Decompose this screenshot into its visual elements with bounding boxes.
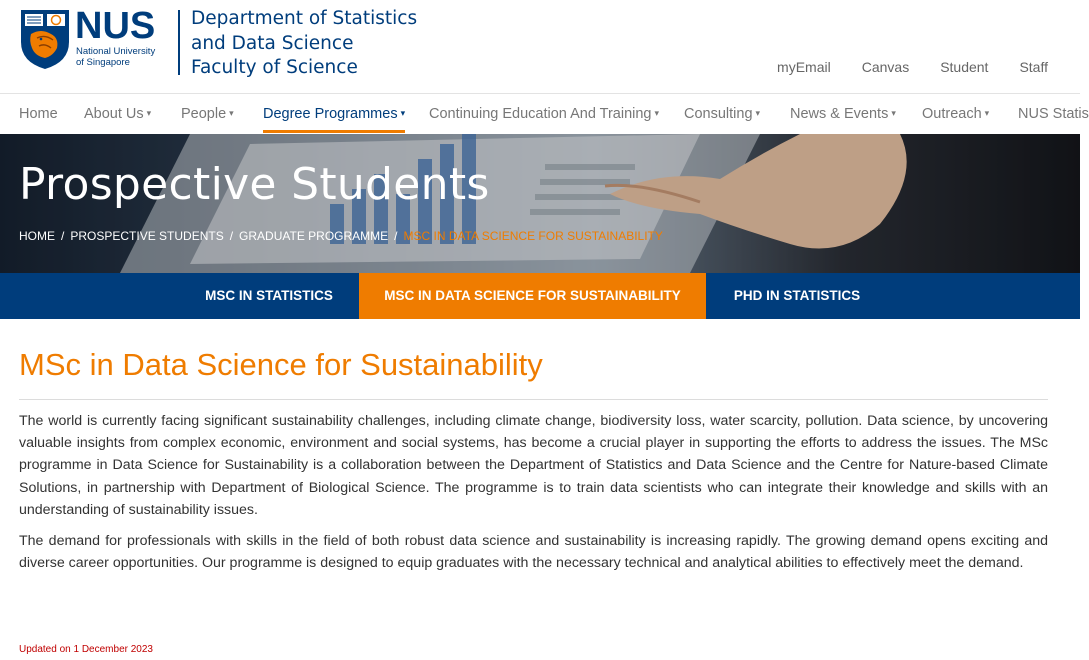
page-title: MSc in Data Science for Sustainability	[19, 347, 543, 382]
link-myemail[interactable]: myEmail	[777, 59, 831, 75]
nav-item-home[interactable]	[19, 106, 58, 122]
nav-label: News & Events	[790, 106, 889, 122]
hero-banner	[0, 134, 1080, 273]
chevron-down-icon: ▾	[891, 108, 896, 118]
page-hero-title: Prospective Students	[19, 159, 490, 210]
demand-paragraph: The demand for professionals with skills in the field of both robust data science and sustainability is increasing rapidly. The growing demand opens exciting and diverse career opportunities. Our programme is designed to equip graduates with the necessary technical and analytical abilities to effectively meet the demand.	[19, 533, 1048, 572]
link-student[interactable]: Student	[940, 59, 989, 75]
link-staff[interactable]: Staff	[1019, 59, 1048, 75]
logo-subtitle-line-1: National University	[76, 46, 156, 57]
nav-label: People	[181, 106, 227, 122]
breadcrumb-separator: /	[61, 229, 65, 243]
nav-label: Degree Programmes	[263, 106, 398, 122]
department-line-1: Department of Statistics	[191, 8, 418, 29]
chevron-down-icon: ▾	[755, 108, 761, 118]
breadcrumb	[19, 229, 663, 243]
nav-item-outreach[interactable]	[922, 106, 989, 122]
nav-label: Home	[19, 106, 58, 122]
nav-label: Outreach	[922, 106, 982, 122]
logo-subtitle	[76, 46, 186, 68]
nav-item-degree-programmes[interactable]	[263, 106, 405, 122]
main-nav	[0, 93, 1089, 134]
tab-phd-statistics[interactable]: PHD IN STATISTICS	[733, 288, 861, 303]
link-canvas[interactable]: Canvas	[861, 59, 910, 75]
department-line-2: and Data Science	[191, 32, 354, 54]
chevron-down-icon: ▾	[984, 108, 990, 118]
breadcrumb-separator: /	[229, 229, 234, 243]
nav-item-people[interactable]	[181, 106, 234, 122]
chevron-down-icon: ▾	[654, 108, 660, 118]
nav-item-news-events[interactable]	[790, 106, 896, 122]
breadcrumb-graduate-programme[interactable]: GRADUATE PROGRAMME	[239, 229, 389, 243]
programme-tabs	[0, 273, 1080, 319]
chevron-down-icon: ▾	[229, 108, 234, 118]
nav-item-continuing-education[interactable]	[429, 106, 659, 122]
faculty-line: Faculty of Science	[191, 57, 358, 78]
site-header	[0, 0, 1080, 93]
nav-item-about-us[interactable]	[84, 106, 151, 122]
tab-msc-data-science-sustainability[interactable]: MSC IN DATA SCIENCE FOR SUSTAINABILITY	[359, 273, 706, 319]
nav-label: Consulting	[684, 106, 753, 122]
header-divider	[178, 10, 180, 75]
department-title[interactable]	[191, 7, 417, 81]
chevron-down-icon: ▾	[146, 108, 152, 118]
chevron-down-icon: ▾	[400, 108, 406, 118]
nav-label: Continuing Education And Training	[429, 106, 652, 122]
utility-links	[746, 59, 1048, 75]
nav-label: NUS Statis	[1018, 106, 1089, 122]
breadcrumb-current: MSC IN DATA SCIENCE FOR SUSTAINABILITY	[403, 229, 663, 243]
breadcrumb-separator: /	[394, 229, 398, 243]
breadcrumb-prospective-students[interactable]: PROSPECTIVE STUDENTS	[70, 229, 224, 243]
logo-subtitle-line-2: of Singapore	[76, 57, 130, 68]
logo-wordmark: NUS	[75, 5, 156, 47]
nus-logo[interactable]	[19, 5, 169, 78]
intro-paragraph: The world is currently facing significant sustainability challenges, including climate change, biodiversity loss, water scarcity, pollution. Data science, by uncovering valuable insights from complex economic, environment and social systems, has become a crucial player in supporting the efforts to address the issues. The MSc programme in Data Science for Sustainability is a collaboration between the Department of Statistics and Data Science and the Centre for Nature-based Climate Solutions, in partnership with Department of Biological Science. The programme is to train data scientists who can integrate their knowledge and skills with an understanding of sustainability issues.	[19, 413, 1048, 518]
tab-msc-statistics[interactable]: MSC IN STATISTICS	[205, 288, 333, 303]
nav-item-consulting[interactable]	[684, 106, 760, 122]
nav-item-nus-statistics[interactable]	[1018, 106, 1089, 122]
updated-date: Updated on 1 December 2023	[19, 644, 153, 655]
nus-crest-icon	[19, 8, 71, 70]
nav-label: About Us	[84, 106, 144, 122]
title-divider	[19, 399, 1048, 400]
breadcrumb-home[interactable]: HOME	[19, 229, 55, 243]
